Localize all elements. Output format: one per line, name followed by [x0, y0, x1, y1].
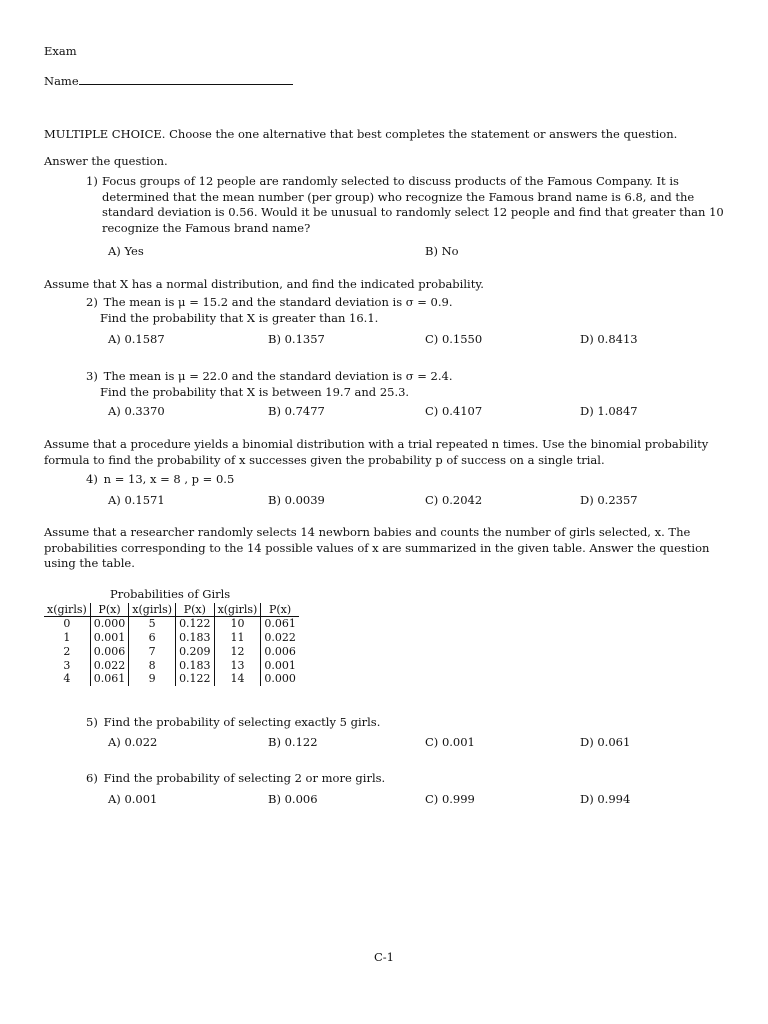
header-xgirls-1: x(girls): [44, 603, 90, 617]
question-4-line1: n = 13, x = 8 , p = 0.5: [103, 472, 235, 486]
table-cell: 10: [214, 617, 261, 631]
question-1-number: 1): [86, 174, 98, 188]
question-2-line2: Find the probability that X is greater than 16.1.: [100, 310, 379, 325]
q2-option-c[interactable]: C) 0.1550: [425, 332, 483, 346]
q6-option-d[interactable]: D) 0.994: [580, 792, 631, 806]
table-cell: 0.022: [264, 631, 296, 645]
q5-option-c[interactable]: C) 0.001: [425, 735, 475, 749]
table-cell: 0.000: [264, 672, 296, 686]
table-cell: 14: [214, 672, 261, 686]
name-label: Name: [44, 73, 79, 88]
table-cell: 6: [129, 631, 176, 645]
q6-option-c[interactable]: C) 0.999: [425, 792, 475, 806]
table-cell: 0.122: [176, 617, 215, 631]
table-cell: 2: [44, 645, 90, 659]
table-cell: 7: [129, 645, 176, 659]
section-normal-distribution: Assume that X has a normal distribution, and find the indicated probability.: [44, 277, 484, 291]
header-xgirls-3: x(girls): [214, 603, 261, 617]
q6-option-a[interactable]: A) 0.001: [108, 792, 158, 806]
table-title: Probabilities of Girls: [110, 587, 231, 601]
table-cell: 0.209: [176, 645, 215, 659]
table-cell: 3: [44, 659, 90, 673]
question-5-line1: Find the probability of selecting exactly 5 girls.: [103, 715, 381, 729]
table-cell: 0.001: [90, 631, 129, 645]
question-6: [86, 771, 726, 787]
question-2-line1: The mean is μ = 15.2 and the standard deviation is σ = 0.9.: [103, 295, 453, 309]
q2-option-b[interactable]: B) 0.1357: [268, 332, 325, 346]
table-cell: 0: [44, 617, 90, 631]
question-5: [86, 715, 726, 731]
question-1-text: Focus groups of 12 people are randomly selected to discuss products of the Famous Company. It is determined that the mean number (per group) who recognize the Famous brand name is 6.8, and the standard deviation is 0.56. Would it be unusual to randomly select 12 people and find that greater than 10 recognize the Famous brand name?: [102, 174, 724, 235]
table-cell: 0.061: [264, 617, 296, 631]
q5-option-d[interactable]: D) 0.061: [580, 735, 631, 749]
section-binomial: Assume that a procedure yields a binomial distribution with a trial repeated n times. Use the binomial probability formula to find the probability of x successes given the probability p of success on a single trial.: [44, 437, 709, 467]
table-cell: 12: [214, 645, 261, 659]
q1-option-a[interactable]: A) Yes: [108, 244, 144, 258]
table-cell: 1: [44, 631, 90, 645]
table-cell: 0.122: [176, 672, 215, 686]
table-cell: 0.000: [90, 617, 129, 631]
page-number: C-1: [373, 950, 394, 964]
table-header-row: [44, 603, 299, 617]
q2-option-a[interactable]: A) 0.1587: [108, 332, 165, 346]
question-6-line1: Find the probability of selecting 2 or more girls.: [103, 771, 386, 785]
question-4: [86, 472, 726, 488]
table-cell: 8: [129, 659, 176, 673]
table-cell: 0.001: [264, 658, 296, 672]
q5-option-a[interactable]: A) 0.022: [108, 735, 158, 749]
q4-option-a[interactable]: A) 0.1571: [108, 493, 165, 507]
name-row: [44, 72, 293, 90]
table-cell: 4: [44, 672, 90, 686]
q4-option-d[interactable]: D) 0.2357: [580, 493, 638, 507]
section-answer-question: Answer the question.: [44, 154, 168, 168]
header-xgirls-2: x(girls): [129, 603, 176, 617]
table-cell: 0.006: [264, 644, 296, 658]
q3-option-a[interactable]: A) 0.3370: [108, 404, 165, 418]
table-cell: 0.006: [90, 645, 129, 659]
question-3-number: 3): [86, 369, 98, 383]
question-4-number: 4): [86, 472, 98, 486]
q3-option-c[interactable]: C) 0.4107: [425, 404, 483, 418]
table-cell: 5: [129, 617, 176, 631]
exam-title: Exam: [44, 44, 77, 58]
exam-header: [44, 44, 293, 89]
table-cell: 13: [214, 659, 261, 673]
question-5-number: 5): [86, 715, 98, 729]
q3-option-b[interactable]: B) 0.7477: [268, 404, 325, 418]
name-blank-line[interactable]: [79, 72, 293, 85]
question-3-line2: Find the probability that X is between 19.7 and 25.3.: [100, 384, 410, 399]
q4-option-c[interactable]: C) 0.2042: [425, 493, 483, 507]
header-px-2: P(x): [176, 603, 215, 617]
q4-option-b[interactable]: B) 0.0039: [268, 493, 325, 507]
table-cell: 0.183: [176, 631, 215, 645]
question-1: [86, 174, 726, 236]
q2-option-d[interactable]: D) 0.8413: [580, 332, 638, 346]
table-cell: 11: [214, 631, 261, 645]
question-2: [86, 295, 726, 326]
table-row: [44, 617, 299, 631]
table-row: [44, 659, 299, 673]
probability-table-block: [44, 587, 299, 686]
table-row: [44, 631, 299, 645]
instructions: MULTIPLE CHOICE. Choose the one alternative that best completes the statement or answers the question.: [44, 127, 678, 141]
q5-option-b[interactable]: B) 0.122: [268, 735, 318, 749]
question-3-line1: The mean is μ = 22.0 and the standard deviation is σ = 2.4.: [103, 369, 453, 383]
q3-option-d[interactable]: D) 1.0847: [580, 404, 638, 418]
q1-option-b[interactable]: B) No: [425, 244, 459, 258]
header-px-3: P(x): [261, 603, 299, 617]
header-px-1: P(x): [90, 603, 129, 617]
table-cell: 0.061: [90, 672, 129, 686]
question-2-number: 2): [86, 295, 98, 309]
probability-table: [44, 603, 299, 687]
table-cell: 9: [129, 672, 176, 686]
table-row: [44, 672, 299, 686]
table-cell: 0.022: [90, 659, 129, 673]
table-cell: 0.183: [176, 659, 215, 673]
section-newborn-girls: Assume that a researcher randomly selects 14 newborn babies and counts the number of girls selected, x. The probabilities corresponding to the 14 possible values of x are summarized in the given table. Answer the question using the table.: [44, 525, 710, 571]
table-row: [44, 645, 299, 659]
question-6-number: 6): [86, 771, 98, 785]
question-3: [86, 369, 726, 400]
q6-option-b[interactable]: B) 0.006: [268, 792, 318, 806]
